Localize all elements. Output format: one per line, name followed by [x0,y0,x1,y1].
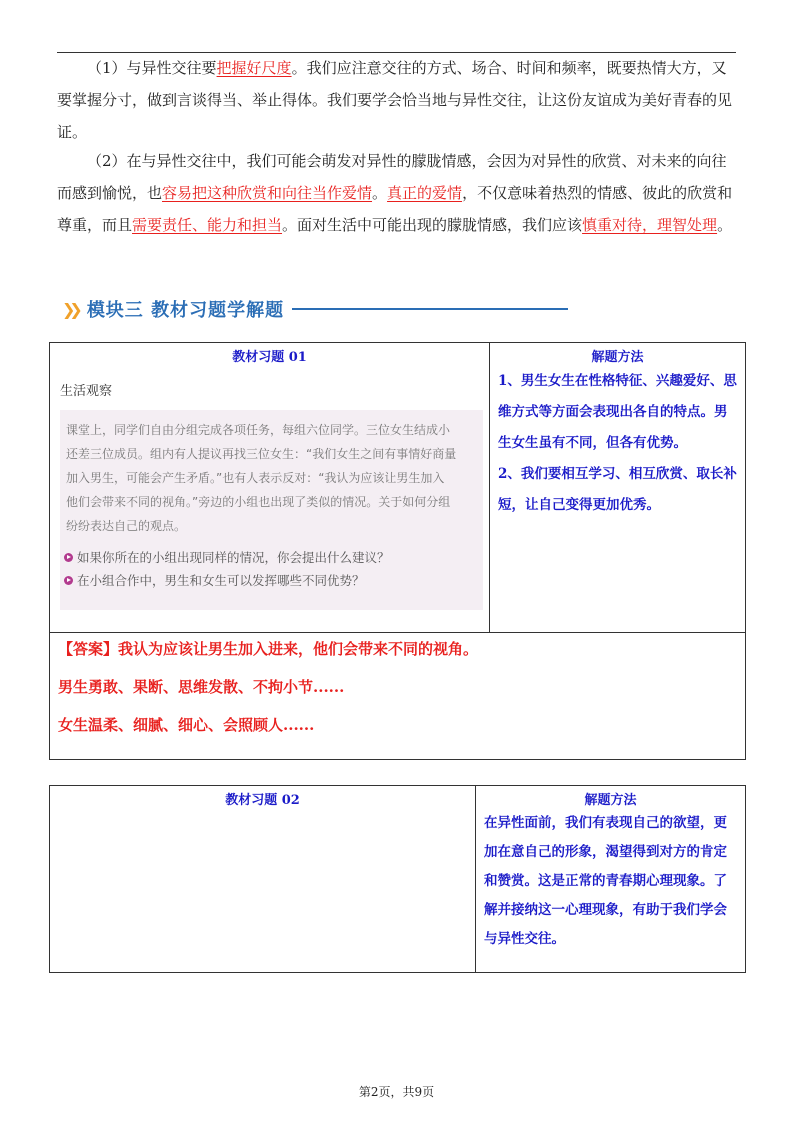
text: 。我们应注意交往的方式、场合、时间和频率，既要热情大方，又要掌握分寸，做到言谈得当、举止得体。我们要学会恰当地与异性交往，让这份友谊成为美好青春的见证。 [57,59,733,141]
exercise-02-question-cell [50,786,476,973]
answer-line: 女生温柔、细腻、细心、会照顾人...... [58,716,315,734]
text: 。 [717,216,733,234]
figure-question-text: 在小组合作中，男生和女生可以发挥哪些不同优势？ [77,573,365,588]
figure-box [60,410,483,610]
method-header: 解题方法 [584,793,637,808]
answer-cell [50,633,746,760]
exercise-02-table [49,785,746,973]
figure-text [60,410,483,538]
emphasis: 慎重对待，理智处理 [582,216,718,234]
play-bullet-icon [64,553,73,562]
text: 。面对生活中可能出现的朦胧情感，我们应该 [282,216,583,234]
emphasis: 容易把这种欣赏和向往当作爱情 [162,184,373,202]
method-header: 解题方法 [591,350,644,365]
figure-line: 他们会带来不同的视角。”旁边的小组也出现了类似的情况。关于如何分组 [66,495,451,509]
emphasis: 真正的爱情 [387,184,463,202]
section-title: 模块三 教材习题学解题 [86,300,285,321]
exercise-01-table [49,342,746,760]
method-text [490,366,745,521]
exercise-01-header: 教材习题 01 [232,350,307,365]
text: （2）在与异性交往中，我们可能会萌发对异性的朦胧情感，会因为对异性的欣赏、对未来的向往而感到愉悦，也 [57,152,727,202]
figure-line: 纷纷表达自己的观点。 [66,519,187,533]
figure-question [60,546,483,569]
paragraph-2 [57,145,736,241]
figure-question [60,569,483,592]
answer [50,633,745,759]
figure-title: 生活观察 [60,384,113,399]
section-rule [292,308,568,310]
figure-line: 还差三位成员。组内有人提议再找三位女生：“我们女生之间有事情好商量 [66,447,457,461]
double-chevron-icon: ❯❯ [62,299,77,319]
emphasis: 把握好尺度 [216,59,292,77]
exercise-02-header: 教材习题 02 [225,793,300,808]
method-item: 1、男生女生在性格特征、兴趣爱好、思维方式等方面会表现出各自的特点。男生女生虽有不同，但各有优势。 [498,373,737,451]
page-footer: 第2页，共9页 [358,1085,435,1099]
figure-question-text: 如果你所在的小组出现同样的情况，你会提出什么建议？ [77,550,390,565]
figure-line: 课堂上，同学们自由分组完成各项任务，每组六位同学。三位女生结成小 [66,423,451,437]
text: （1）与异性交往要 [87,59,217,77]
exercise-02-method-cell [476,786,746,973]
method-item: 2、我们要相互学习、相互欣赏、取长补短，让自己变得更加优秀。 [498,466,737,513]
exercise-01-question-cell [50,343,490,633]
answer-line: 【答案】我认为应该让男生加入进来，他们会带来不同的视角。 [58,640,479,658]
paragraph-1 [57,52,736,148]
answer-line: 男生勇敢、果断、思维发散、不拘小节...... [58,678,345,696]
method-text: 在异性面前，我们有表现自己的欲望，更加在意自己的形象，渴望得到对方的肯定和赞赏。这是正常的青春期心理现象。了解并接纳这一心理现象，有助于我们学会与异性交往。 [484,815,727,947]
text: ，不仅意味着热烈的情感、彼此的欣赏和尊重，而且 [57,184,733,234]
figure-line: 加入男生，可能会产生矛盾。”也有人表示反对：“我认为应该让男生加入 [66,471,445,485]
play-bullet-icon [64,576,73,585]
emphasis: 需要责任、能力和担当 [132,216,283,234]
textbook-figure [56,372,483,610]
text: 。 [372,184,388,202]
section-heading [62,292,568,326]
exercise-01-method-cell [490,343,746,633]
